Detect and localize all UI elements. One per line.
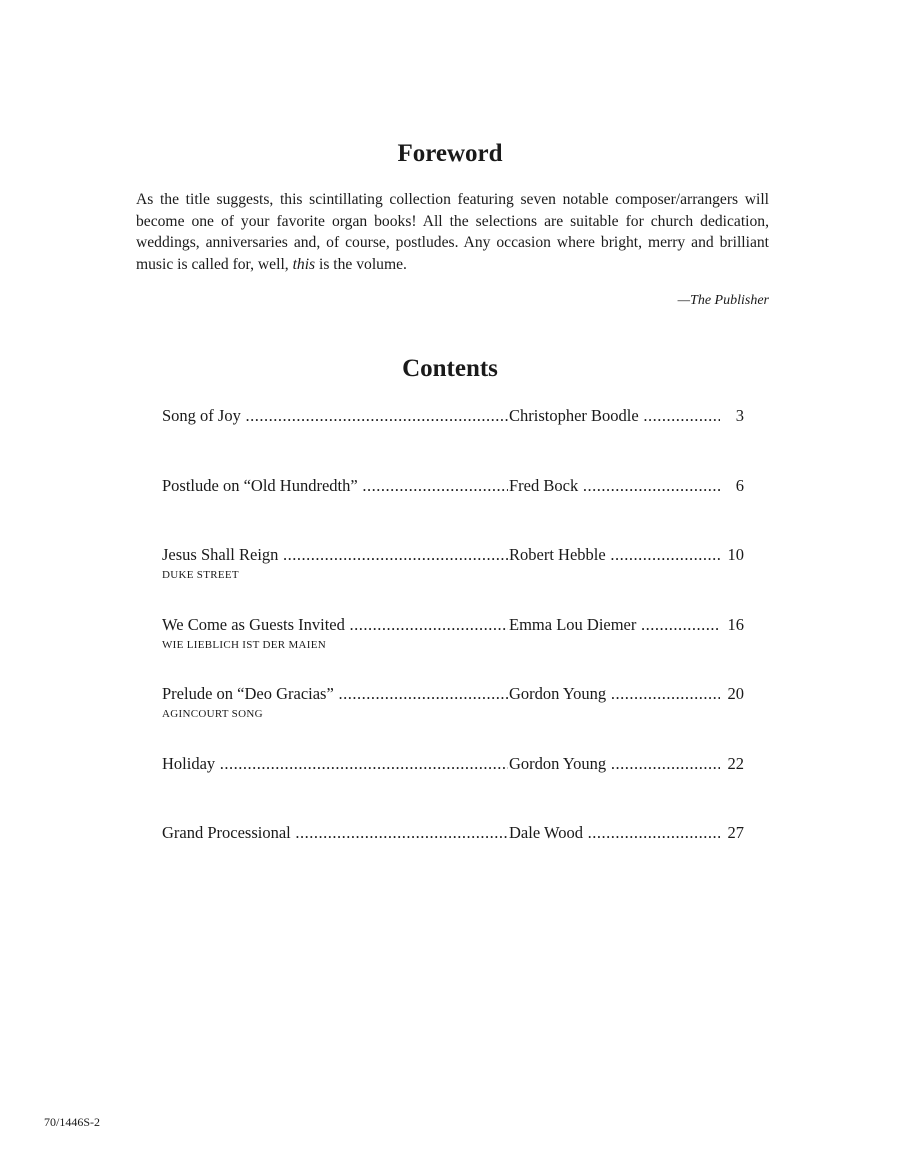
toc-entry-line xyxy=(162,684,744,706)
piece-title: Grand Processional ..... xyxy=(162,823,508,843)
foreword-title: Foreword xyxy=(397,140,503,167)
catalog-code: 70/1446S-2 xyxy=(44,1115,101,1129)
contents-title: Contents xyxy=(402,355,498,382)
tune-name: DUKE STREET xyxy=(162,569,239,581)
page-number: 27 xyxy=(720,823,744,843)
toc-entry[interactable] xyxy=(162,476,744,498)
piece-title: Holiday ..... xyxy=(162,754,508,774)
toc-entry[interactable] xyxy=(162,545,744,581)
toc-entry-line xyxy=(162,476,744,498)
toc-entry[interactable] xyxy=(162,684,744,720)
page-number: 22 xyxy=(720,754,744,774)
toc-entry[interactable] xyxy=(162,615,744,651)
toc-entry[interactable] xyxy=(162,406,744,428)
composer-name: Fred Bock ..... xyxy=(509,476,721,496)
foreword-text-start: As the title suggests, this scintillating collection featuring seven notable composer/arrangers will become one of your favorite organ books! All the selections are suitable for church dedication, weddings, anniversaries and, of course, postludes. Any occasion where bright, merry and brilliant music is called for, well, xyxy=(136,191,769,273)
toc-entry[interactable] xyxy=(162,754,744,776)
composer-name: Dale Wood ..... xyxy=(509,823,721,843)
foreword-text-end: is the volume. xyxy=(315,255,407,273)
tune-name: WIE LIEBLICH IST DER MAIEN xyxy=(162,639,327,651)
composer-name: Gordon Young ..... xyxy=(509,684,721,704)
tune-name: AGINCOURT SONG xyxy=(162,708,263,720)
composer-name: Christopher Boodle ..... xyxy=(509,406,721,426)
foreword-text-emphasis: this xyxy=(292,255,316,273)
piece-title: We Come as Guests Invited ..... xyxy=(162,615,508,635)
page-number: 10 xyxy=(720,545,744,565)
page-number: 16 xyxy=(720,615,744,635)
publisher-signature: —The Publisher xyxy=(677,293,769,308)
piece-title: Postlude on “Old Hundredth” ..... xyxy=(162,476,508,496)
composer-name: Robert Hebble ..... xyxy=(509,545,721,565)
toc-entry-line xyxy=(162,823,744,845)
toc-entry-line xyxy=(162,406,744,428)
page-number: 6 xyxy=(720,476,744,496)
composer-name: Gordon Young ..... xyxy=(509,754,721,774)
page-number: 20 xyxy=(720,684,744,704)
piece-title: Jesus Shall Reign ..... xyxy=(162,545,508,565)
toc-entry-line xyxy=(162,754,744,776)
composer-name: Emma Lou Diemer ..... xyxy=(509,615,721,635)
toc-entry-line xyxy=(162,545,744,567)
page-number: 3 xyxy=(720,406,744,426)
toc-entry-line xyxy=(162,615,744,637)
toc-entry[interactable] xyxy=(162,823,744,845)
piece-title: Prelude on “Deo Gracias” ..... xyxy=(162,684,508,704)
piece-title: Song of Joy ..... xyxy=(162,406,508,426)
